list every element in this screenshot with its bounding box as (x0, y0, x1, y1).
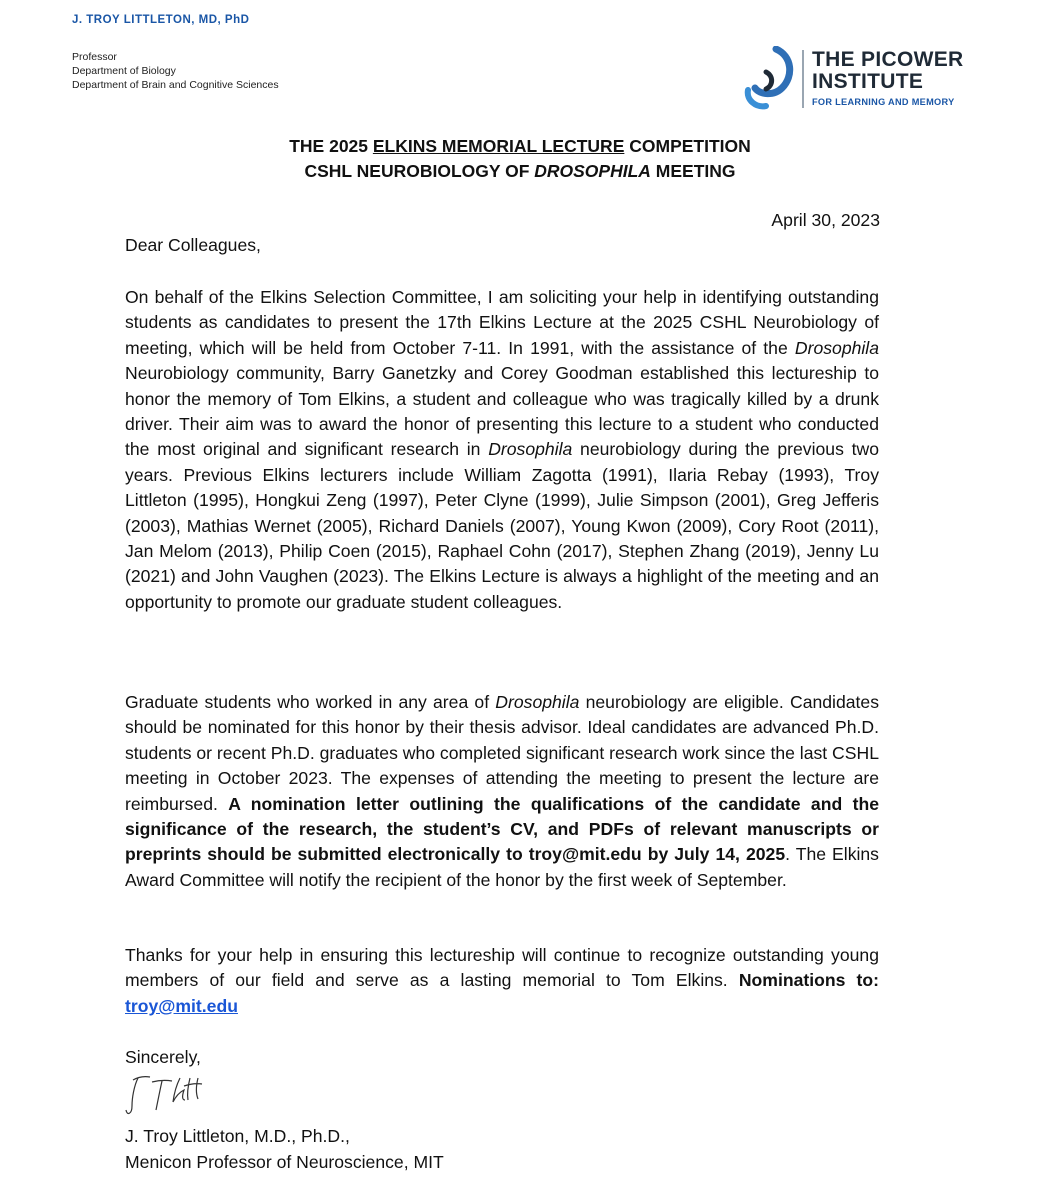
sender-department-biology: Department of Biology (72, 65, 176, 77)
sender-name: J. TROY LITTLETON, MD, PhD (72, 14, 250, 26)
handwritten-signature (124, 1072, 214, 1127)
picower-institute-logo (740, 46, 980, 110)
p2-drosophila: Drosophila (495, 692, 580, 712)
title-line-2 (0, 159, 1040, 184)
signature-name: J. Troy Littleton, M.D., Ph.D., (125, 1126, 350, 1146)
p2-text-a: Graduate students who worked in any area of (125, 692, 496, 712)
title-lecture-name: ELKINS MEMORIAL LECTURE (372, 136, 625, 156)
p3-nominations-label: Nominations to: (738, 970, 879, 991)
sender-department-brain: Department of Brain and Cognitive Sciences (72, 79, 279, 91)
logo-text-line1: THE PICOWER (812, 48, 964, 71)
p1-drosophila-1: Drosophila (794, 337, 879, 358)
title-line-1-part-a: THE 2025 (289, 136, 373, 156)
title-line-2-part-c: MEETING (650, 161, 736, 181)
p2-nomination-instructions: A nomination letter outlining the qualifications of the candidate and the significance of the research, the student’s CV, and PDFs of relevant manuscripts or preprints should be submitted electronically to troy@mit.edu by July 14, 2025 (125, 793, 880, 865)
p1-text-c: Neurobiology community, Barry Ganetzky and Corey Goodman established this lectureship to honor the memory of Tom Elkins, a student and colleague who was tragically killed by a drunk driver. Their aim was to award the honor of presenting this lecture to a student who conducted the most original and significant research in (125, 363, 879, 460)
logo-divider (802, 50, 804, 108)
email-link[interactable]: troy@mit.edu (125, 995, 238, 1016)
closing: Sincerely, (125, 1047, 201, 1067)
title-line-2-part-a: CSHL NEUROBIOLOGY OF (304, 161, 535, 181)
p2-text-c: neurobiology are eligible. Candidates should be nominated for this honor by their thesis advisor. Ideal candidates are advanced Ph.D. students or recent Ph.D. graduates who completed significant research work since the last CSHL meeting in October 2023. The expenses of attending the meeting to present the lecture are reimbursed. (125, 692, 879, 814)
title-drosophila: DROSOPHILA (534, 161, 651, 181)
p3-text-a: Thanks for your help in ensuring this lectureship will continue to recognize outstanding young members of our field and serve as a lasting memorial to Tom Elkins. (125, 945, 879, 991)
letter-title (0, 134, 1040, 184)
title-line-1-part-c: COMPETITION (624, 136, 751, 156)
p1-drosophila-2: Drosophila (488, 439, 573, 460)
logo-tagline: FOR LEARNING AND MEMORY (812, 97, 955, 107)
sender-affiliation (72, 50, 279, 92)
paragraph-3 (125, 943, 879, 1019)
sender-title: Professor (72, 51, 117, 63)
signature-icon (124, 1072, 214, 1122)
paragraph-1 (125, 285, 879, 615)
p2-text-e: . The Elkins Award Committee will notify the recipient of the honor by the first week of September. (125, 844, 879, 890)
title-line-1 (0, 134, 1040, 159)
p1-text-e: neurobiology during the previous two years. Previous Elkins lecturers include William Zagotta (1991), Ilaria Rebay (1993), Troy Littleton (1995), Hongkui Zeng (1997), Peter Clyne (1999), Julie Simpson (2001), Greg Jefferis (2003), Mathias Wernet (2005), Richard Daniels (2007), Young Kwon (2009), Cory Root (2011), Jan Melom (2013), Philip Coen (2015), Raphael Cohn (2017), Stephen Zhang (2019), Jenny Lu (2021) and John Vaughen (2023). The Elkins Lecture is always a highlight of the meeting and an opportunity to promote our graduate student colleagues. (125, 439, 879, 612)
signature-position: Menicon Professor of Neuroscience, MIT (125, 1152, 444, 1172)
paragraph-2 (125, 690, 879, 893)
p1-text-a: On behalf of the Elkins Selection Committee, I am soliciting your help in identifying outstanding students as candidates to present the 17th Elkins Lecture at the 2025 CSHL Neurobiology of meeting, which will be held from October 7-11. In 1991, with the assistance of the (125, 287, 879, 358)
picower-swirl-icon (740, 46, 800, 110)
letter-date: April 30, 2023 (771, 210, 880, 230)
logo-text-line2: INSTITUTE (812, 70, 924, 93)
salutation: Dear Colleagues, (125, 235, 261, 255)
